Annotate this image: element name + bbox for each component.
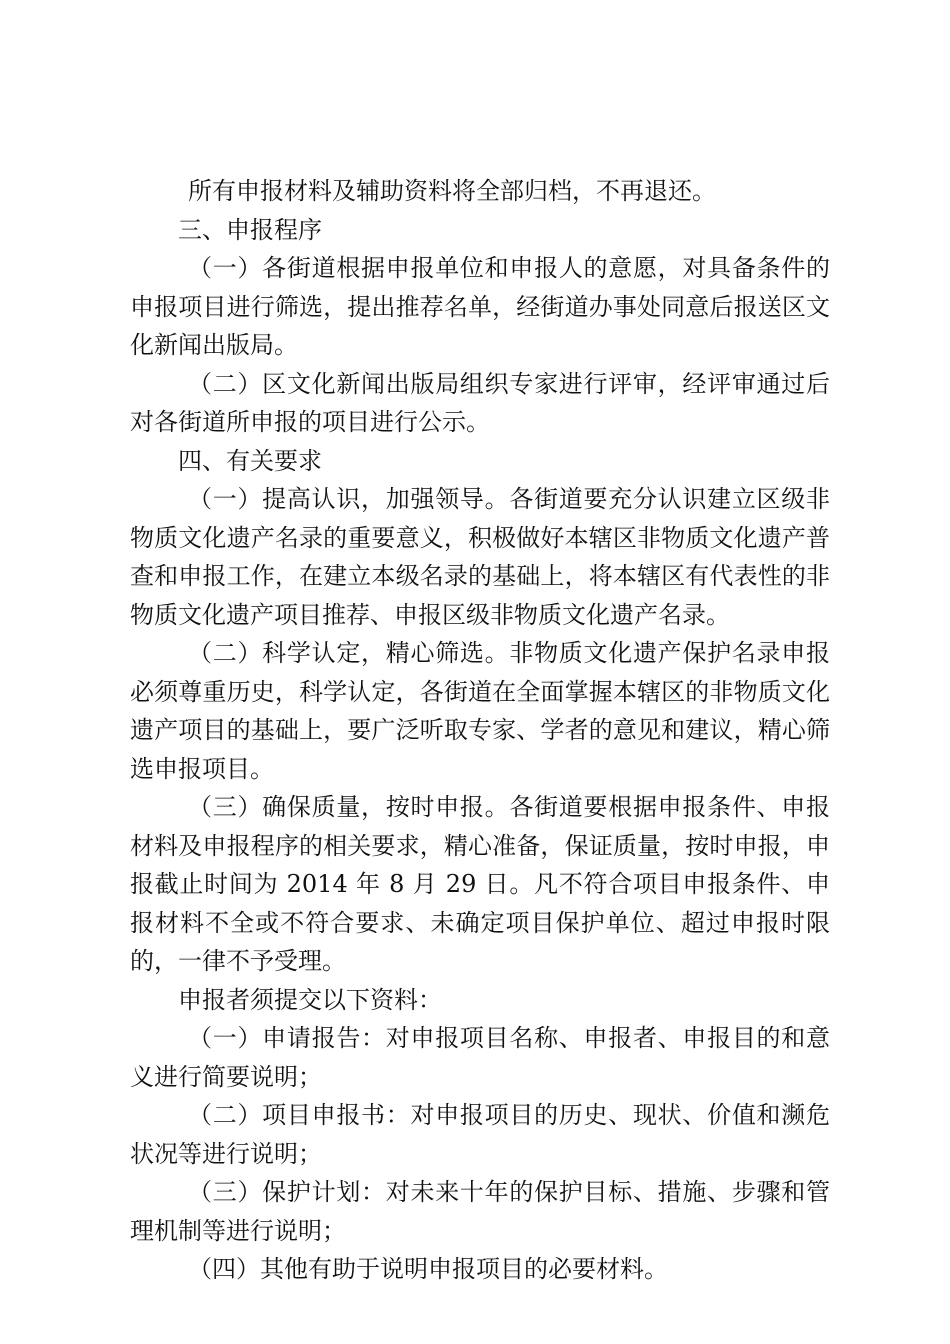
paragraph-archive-note: 所有申报材料及辅助资料将全部归档，不再退还。 [188,177,716,205]
paragraph-procedure-2: （二）区文化新闻出版局组织专家进行评审，经评审通过后对各街道所申报的项目进行公示。 [130,369,830,436]
paragraph-requirement-2: （二）科学认定，精心筛选。非物质文化遗产保护名录申报必须尊重历史，科学认定，各街道在全面掌握本辖区的非物质文化遗产项目的基础上，要广泛听取专家、学者的意见和建议，精心筛选申报项目。 [130,639,830,783]
paragraph-requirement-1: （一）提高认识，加强领导。各街道要充分认识建立区级非物质文化遗产名录的重要意义，积极做好本辖区非物质文化遗产普查和申报工作，在建立本级名录的基础上，将本辖区有代表性的非物质文化遗产项目推荐、申报区级非物质文化遗产名录。 [130,485,830,629]
document-body [130,172,830,1289]
paragraph-requirement-3: （三）确保质量，按时申报。各街道要根据申报条件、申报材料及申报程序的相关要求，精心准备，保证质量，按时申报，申报截止时间为 2014 年 8 月 29 日。凡不符合项目申报条件、申报材料不全或不符合要求、未确定项目保护单位、超过申报时限的，一律不予受理。 [130,793,830,975]
paragraph-materials-intro: 申报者须提交以下资料： [178,985,442,1014]
paragraph-material-3: （三）保护计划：对未来十年的保护目标、措施、步骤和管理机制等进行说明； [130,1178,830,1245]
section-heading-procedure: 三、申报程序 [178,215,322,244]
paragraph-material-4: （四）其他有助于说明申报项目的必要材料。 [188,1255,668,1283]
paragraph-procedure-1: （一）各街道根据申报单位和申报人的意愿，对具备条件的申报项目进行筛选，提出推荐名单，经街道办事处同意后报送区文化新闻出版局。 [130,254,830,359]
paragraph-material-1: （一）申请报告：对申报项目名称、申报者、申报目的和意义进行简要说明； [130,1024,830,1091]
paragraph-material-2: （二）项目申报书：对申报项目的历史、现状、价值和濒危状况等进行说明； [130,1101,830,1168]
section-heading-requirements: 四、有关要求 [178,446,322,475]
